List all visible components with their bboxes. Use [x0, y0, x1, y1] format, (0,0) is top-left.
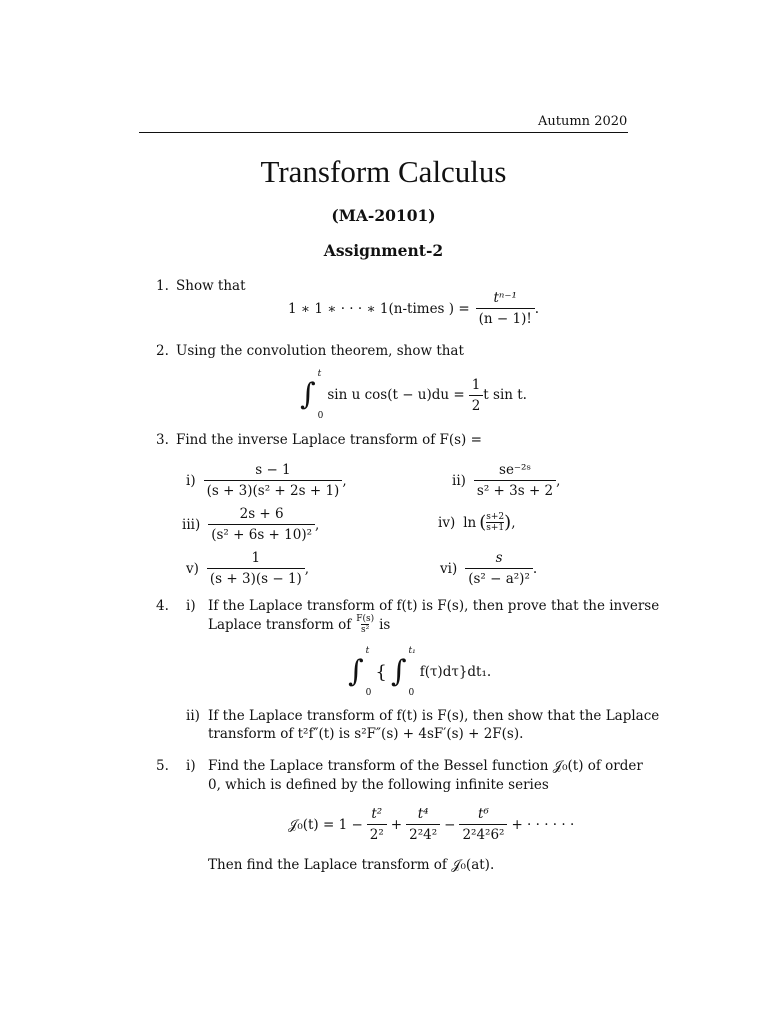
fraction	[208, 506, 315, 543]
question-number: 2.	[156, 343, 169, 359]
denominator: (s² − a²)²	[465, 568, 533, 587]
integral-limits	[366, 646, 372, 698]
page-title: Transform Calculus	[260, 154, 507, 189]
fraction	[204, 462, 343, 499]
numerator: tⁿ⁻¹	[493, 290, 517, 306]
item-label: i)	[186, 472, 196, 489]
list-item	[186, 462, 347, 499]
operator: −	[444, 816, 456, 833]
fraction	[465, 550, 533, 587]
integral-limits	[318, 369, 324, 421]
close-paren: )	[504, 512, 512, 533]
item-label: iii)	[182, 516, 201, 533]
denominator: 2²4²6²	[459, 824, 507, 843]
question-text-line: 0, which is defined by the following infinite series	[208, 777, 549, 793]
open-brace: {	[375, 661, 387, 683]
question-number: 3.	[156, 432, 169, 448]
text-segment: Laplace transform of	[208, 616, 352, 633]
upper-limit: t₁	[408, 646, 416, 656]
numerator: t⁴	[417, 806, 429, 822]
list-item	[186, 550, 309, 587]
item-tail: ,	[511, 514, 516, 531]
fraction	[207, 550, 305, 587]
fraction	[367, 806, 387, 843]
numerator: s+2	[486, 512, 505, 522]
sub-label: i)	[186, 758, 196, 774]
fraction	[476, 290, 535, 327]
denominator: 2²	[367, 824, 387, 843]
item-tail: .	[532, 560, 538, 577]
question-text-line: Then find the Laplace transform of 𝒥₀(at).	[208, 857, 495, 873]
assignment-heading: Assignment-2	[323, 241, 444, 260]
fraction	[469, 377, 484, 414]
equation-lhs: 𝒥₀(t) = 1 −	[288, 816, 363, 833]
integrand: f(τ)dτ	[419, 664, 459, 680]
equation	[348, 646, 491, 698]
lower-limit: 0	[365, 688, 372, 698]
equation	[288, 806, 574, 843]
question-text-line: transform of t²f″(t) is s²F″(s) + 4sF′(s) + 2F(s).	[208, 726, 524, 742]
integral-sign: ∫	[300, 377, 316, 412]
item-tail: ,	[342, 472, 347, 489]
question-number: 4.	[156, 598, 169, 614]
lower-limit: 0	[408, 688, 415, 698]
item-tail: ,	[315, 516, 320, 533]
list-item	[438, 512, 515, 533]
denominator: (s + 3)(s − 1)	[207, 568, 305, 587]
numerator: t²	[371, 806, 383, 822]
numerator: t⁶	[478, 806, 489, 822]
sub-label: i)	[186, 598, 196, 614]
fraction	[356, 614, 374, 635]
integral-sign: ∫	[348, 654, 364, 689]
fraction	[474, 462, 556, 499]
denominator: s+1	[486, 523, 505, 533]
question-text: If the Laplace transform of f(t) is F(s), then prove that the inverse	[208, 598, 660, 614]
operator: +	[390, 816, 403, 833]
equation-rhs: t sin t.	[483, 387, 527, 403]
question-text: Find the inverse Laplace transform of F(s) =	[176, 432, 482, 448]
upper-limit: t	[365, 646, 370, 656]
list-item	[182, 506, 319, 543]
numerator: 2s + 6	[239, 506, 284, 522]
numerator: s	[495, 550, 503, 566]
course-code: (MA-20101)	[331, 206, 436, 225]
sub-label: ii)	[186, 708, 200, 724]
integral-sign: ∫	[390, 654, 407, 689]
numerator: s − 1	[255, 462, 291, 478]
equation-tail: + · · · · · ·	[511, 816, 575, 833]
question-text: Show that	[176, 278, 246, 294]
equation-tail: .	[534, 300, 540, 317]
item-tail: ,	[556, 472, 561, 489]
integrand: sin u cos(t − u)du =	[327, 387, 465, 403]
question-text: If the Laplace transform of f(t) is F(s), then show that the Laplace	[208, 708, 660, 724]
denominator: (s² + 6s + 10)²	[208, 524, 315, 543]
numerator: se⁻²ˢ	[499, 462, 532, 478]
upper-limit: t	[317, 369, 322, 379]
numerator: 1	[471, 376, 481, 393]
denominator: 2²4²	[406, 824, 440, 843]
numerator: F(s)	[356, 614, 375, 624]
question-number: 5.	[156, 758, 169, 774]
denominator: (s + 3)(s² + 2s + 1)	[204, 480, 343, 499]
question-text: Find the Laplace transform of the Bessel function 𝒥₀(t) of order	[208, 758, 643, 774]
lower-limit: 0	[317, 411, 324, 421]
log-function: ln	[463, 514, 477, 531]
question-text-line	[208, 614, 390, 635]
equation-tail: }dt₁.	[458, 664, 492, 680]
denominator: 2	[469, 395, 484, 414]
equation-lhs: 1 ∗ 1 ∗ · · · ∗ 1(n-times ) =	[288, 300, 470, 317]
numerator: 1	[251, 550, 261, 566]
question-text: Using the convolution theorem, show that	[176, 343, 464, 359]
equation	[300, 369, 527, 421]
list-item	[452, 462, 560, 499]
item-label: ii)	[452, 472, 466, 489]
denominator: s²	[361, 625, 370, 635]
equation	[288, 290, 539, 327]
item-label: v)	[186, 560, 199, 577]
fraction	[406, 806, 440, 843]
open-paren: (	[479, 512, 487, 533]
fraction	[459, 806, 507, 843]
fraction	[486, 512, 504, 533]
header-rule	[139, 132, 628, 133]
item-tail: ,	[304, 560, 310, 577]
integral-limits	[408, 646, 415, 698]
denominator: s² + 3s + 2	[474, 480, 556, 499]
term-label: Autumn 2020	[538, 114, 628, 129]
item-label: iv)	[438, 514, 456, 531]
denominator: (n − 1)!	[476, 308, 535, 327]
text-segment: is	[379, 616, 391, 633]
list-item	[440, 550, 537, 587]
question-number: 1.	[156, 278, 169, 294]
item-label: vi)	[440, 560, 458, 577]
